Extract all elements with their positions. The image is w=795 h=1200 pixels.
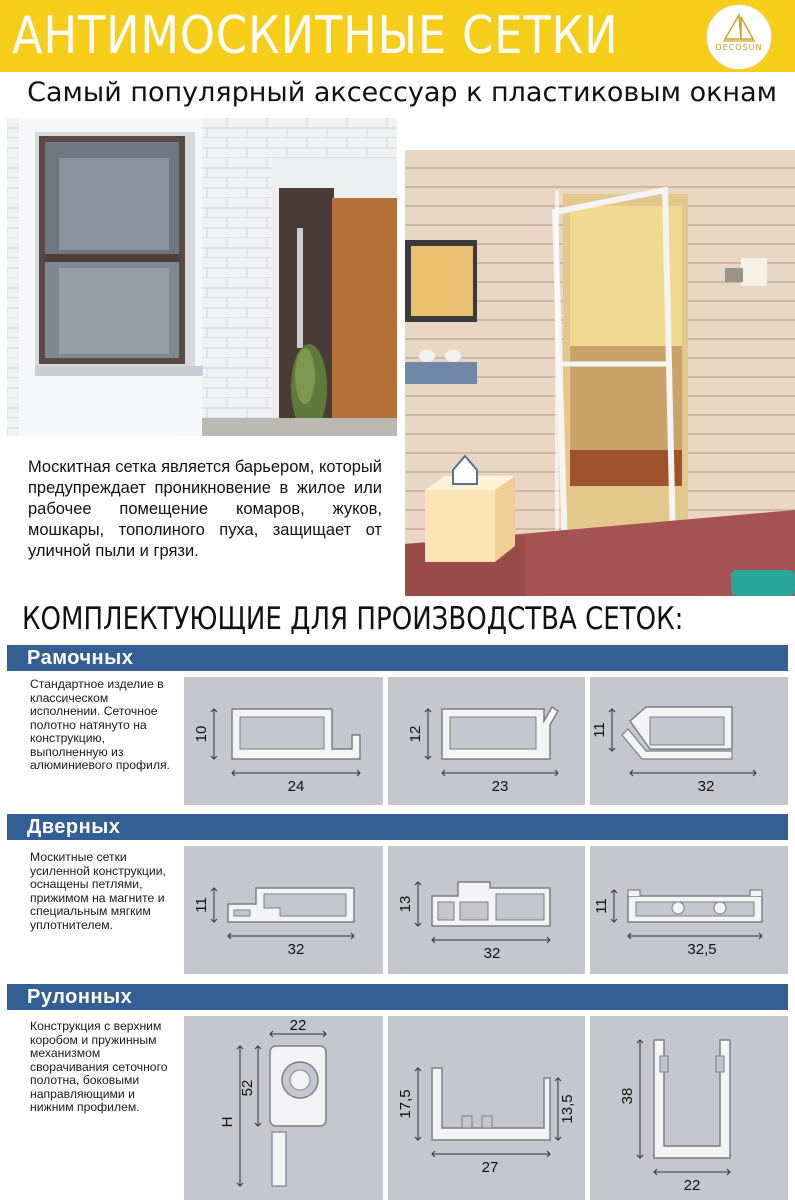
door-2-width-label: 32 bbox=[483, 945, 501, 962]
roll-1-width-label: 22 bbox=[289, 1017, 307, 1034]
frame-3-height-label: 11 bbox=[591, 722, 608, 738]
door-3-width-label: 32,5 bbox=[687, 941, 717, 958]
profile-panel-roll-1 bbox=[184, 1016, 383, 1200]
category-bar-door bbox=[7, 814, 788, 840]
door-1-width-label: 32 bbox=[287, 941, 305, 958]
frame-2-height-label: 12 bbox=[407, 725, 424, 743]
door-photo bbox=[405, 150, 795, 596]
profile-panel-roll-3 bbox=[590, 1016, 788, 1200]
category-description-door: Москитные сетки усиленной конструкции, оснащены петлями, прижимом на магните и специальным мягким уплотнителем. bbox=[30, 850, 166, 932]
profile-panel-door-3 bbox=[590, 846, 788, 974]
category-bar-roll bbox=[7, 984, 788, 1010]
door-3-height-label: 11 bbox=[593, 898, 610, 914]
door-1-height-label: 11 bbox=[193, 897, 210, 913]
frame-3-width-label: 32 bbox=[697, 778, 715, 795]
roll-2-width-label: 27 bbox=[481, 1159, 499, 1176]
roll-2-height-label: 17,5 bbox=[397, 1089, 414, 1119]
page-subtitle: Самый популярный аксессуар к пластиковым окнам bbox=[27, 77, 777, 108]
door-2-height-label: 13 bbox=[397, 895, 414, 913]
category-description-roll: Конструкция с верхним коробом и пружинным механизмом сворачивания сеточного полотна, боковыми направляющими и нижним профилем. bbox=[30, 1019, 168, 1114]
profile-panel-frame-3 bbox=[590, 677, 788, 805]
roll-1-extra-label: H bbox=[219, 1116, 236, 1128]
intro-description: Москитная сетка является барьером, который предупреждает проникновение в жилое или рабочее помещение комаров, жуков, мошкары, тополиного пуха, защищает от уличной пыли и грязи. bbox=[28, 458, 382, 560]
header-banner bbox=[0, 0, 795, 72]
frame-2-width-label: 23 bbox=[491, 778, 509, 795]
brand-logo bbox=[706, 4, 772, 70]
logo-text: DECOSUN bbox=[715, 43, 763, 52]
roll-1-height-label: 52 bbox=[239, 1079, 256, 1097]
logo-emblem-icon bbox=[707, 5, 771, 69]
roll-3-height-label: 38 bbox=[619, 1087, 636, 1105]
profile-panel-roll-2 bbox=[388, 1016, 585, 1200]
roll-3-width-label: 22 bbox=[683, 1177, 701, 1194]
category-bar-frame bbox=[7, 645, 788, 671]
page-title: АНТИМОСКИТНЫЕ СЕТКИ bbox=[12, 6, 619, 66]
category-label-door: Дверных bbox=[27, 816, 121, 838]
profile-panel-frame-1 bbox=[184, 677, 383, 805]
roll-2-extra-label: 13,5 bbox=[559, 1094, 576, 1124]
profile-panel-door-1 bbox=[184, 846, 383, 974]
frame-1-height-label: 10 bbox=[193, 725, 210, 743]
frame-1-width-label: 24 bbox=[287, 778, 305, 795]
window-photo bbox=[7, 118, 397, 436]
profile-panel-door-2 bbox=[388, 846, 585, 974]
components-heading: КОМПЛЕКТУЮЩИЕ ДЛЯ ПРОИЗВОДСТВА СЕТОК: bbox=[22, 601, 684, 637]
profile-panel-frame-2 bbox=[388, 677, 585, 805]
category-label-frame: Рамочных bbox=[27, 647, 134, 669]
category-description-frame: Стандартное изделие в классическом исполнении. Сеточное полотно натянуто на конструкцию, выполненную из алюминиевого профиля. bbox=[30, 677, 170, 772]
category-label-roll: Рулонных bbox=[27, 986, 133, 1008]
